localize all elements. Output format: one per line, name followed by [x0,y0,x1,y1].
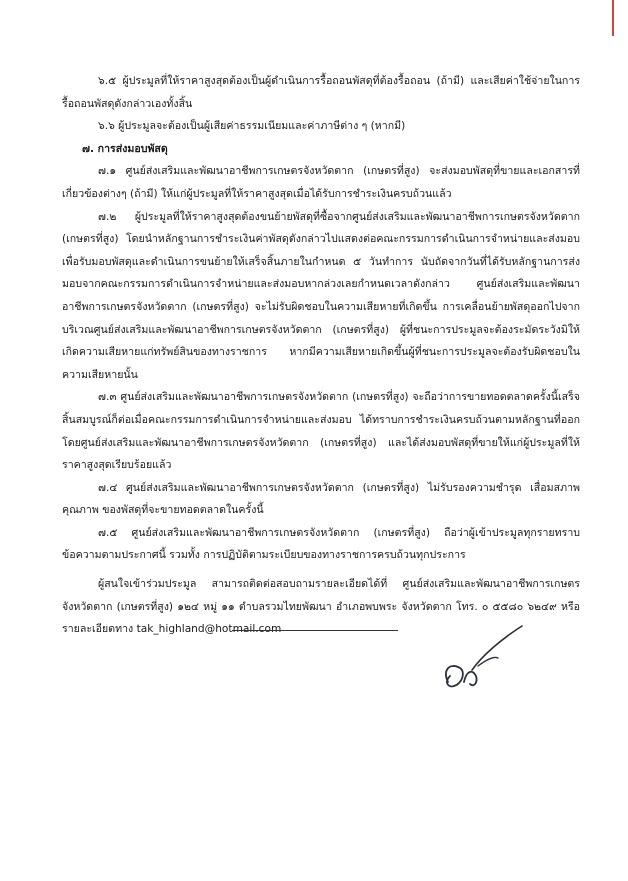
signature-mark [420,612,530,702]
contact-text: ผู้สนใจเข้าร่วมประมูล สามารถติดต่อสอบถามรายละเอียดได้ที่ ศูนย์ส่งเสริมและพัฒนาอาชีพการเกษตรจังหวัดตาก (เกษตรที่สูง) ๑๒๔ หมู่ ๑๑ ตำบลรวมไทยพัฒนา อำเภอพบพระ จังหวัดตาก โทร. ๐ ๕๕๘๐ ๖๒๔๙ หรือรายละเอียดทาง [62,578,580,636]
edge-mark [612,0,614,36]
paragraph-7-1: ๗.๑ ศูนย์ส่งเสริมและพัฒนาอาชีพการเกษตรจังหวัดตาก (เกษตรที่สูง) จะส่งมอบพัสดุที่ขายและเอกสารที่เกี่ยวข้องต่างๆ (ถ้ามี) ให้แก่ผู้ประมูลที่ให้ราคาสูงสุดเมื่อได้รับการชำระเงินครบถ้วนแล้ว [62,165,580,200]
section-heading-delivery: ๗. การส่งมอบพัสดุ [82,142,168,155]
paragraph-7-5: ๗.๕ ศูนย์ส่งเสริมและพัฒนาอาชีพการเกษตรจังหวัดตาก (เกษตรที่สูง) ถือว่าผู้เข้าประมูลทุกรายทราบข้อความตามประกาศนี้ รวมทั้ง การปฏิบัติตามระเบียบของทางราชการครบถ้วนทุกประการ [62,526,580,562]
paragraph-7-4: ๗.๔ ศูนย์ส่งเสริมและพัฒนาอาชีพการเกษตรจังหวัดตาก (เกษตรที่สูง) ไม่รับรองความชำรุด เสื่อมสภาพ คุณภาพ ของพัสดุที่จะขายทอดตลาดในครั้งนี้ [62,481,580,517]
paragraph-6-5: ๖.๕ ผู้ประมูลที่ให้ราคาสูงสุดต้องเป็นผู้ดำเนินการรื้อถอนพัสดุที่ต้องรื้อถอน (ถ้ามี) และเสียค่าใช้จ่ายในการรื้อถอนพัสดุดังกล่าวเองทั้งสิ้น [62,75,580,110]
paragraph-7-2: ๗.๒ ผู้ประมูลที่ให้ราคาสูงสุดต้องขนย้ายพัสดุที่ซื้อจากศูนย์ส่งเสริมและพัฒนาอาชีพการเกษตรจังหวัดตาก (เกษตรที่สูง) โดยนำหลักฐานการชำระเงินค่าพัสดุดังกล่าวไปแสดงต่อคณะกรรมการดำเนินการจำหน่ายและส่งมอบเพื่อรับมอบพัสดุและดำเนินการขนย้ายให้เสร็จสิ้นภายในกำหนด ๕ วันทำการ นับถัดจากวันที่ได้รับหลักฐานการส่งมอบจากคณะกรรมการดำเนินการจำหน่ายและส่งมอบหากล่วงเลยกำหนดเวลาดังกล่าว ศูนย์ส่งเสริมและพัฒนาอาชีพการเกษตรจังหวัดตาก (เกษตรที่สูง) จะไม่รับผิดชอบในความเสียหายที่เกิดขึ้น การเคลื่อนย้ายพัสดุออกไปจากบริเวณศูนย์ส่งเสริมและพัฒนาอาชีพการเกษตรจังหวัดตาก (เกษตรที่สูง) ผู้ที่ชนะการประมูลจะต้องระมัดระวังมิให้เกิดความเสียหายแก่ทรัพย์สินของทางราชการ หากมีความเสียหายเกิดขึ้นผู้ที่ชนะการประมูลจะต้องรับผิดชอบในความเสียหายนั้น [62,210,580,381]
separator-line [232,630,398,631]
contact-email-link[interactable]: tak_highland@hotmail.com [136,623,282,636]
paragraph-7-3: ๗.๓ ศูนย์ส่งเสริมและพัฒนาอาชีพการเกษตรจังหวัดตาก (เกษตรที่สูง) จะถือว่าการขายทอดตลาดครั้งนี้เสร็จสิ้นสมบูรณ์ก็ต่อเมื่อคณะกรรมการดำเนินการจำหน่ายและส่งมอบ ได้ทราบการชำระเงินครบถ้วนตามหลักฐานที่ออกโดยศูนย์ส่งเสริมและพัฒนาอาชีพการเกษตรจังหวัดตาก (เกษตรที่สูง) และได้ส่งมอบพัสดุที่ขายให้แก่ผู้ประมูลที่ให้ราคาสูงสุดเรียบร้อยแล้ว [62,391,580,472]
document-body [62,70,580,641]
paragraph-6-6: ๖.๖ ผู้ประมูลจะต้องเป็นผู้เสียค่าธรรมเนียมและค่าภาษีต่าง ๆ (หากมี) [98,120,406,133]
